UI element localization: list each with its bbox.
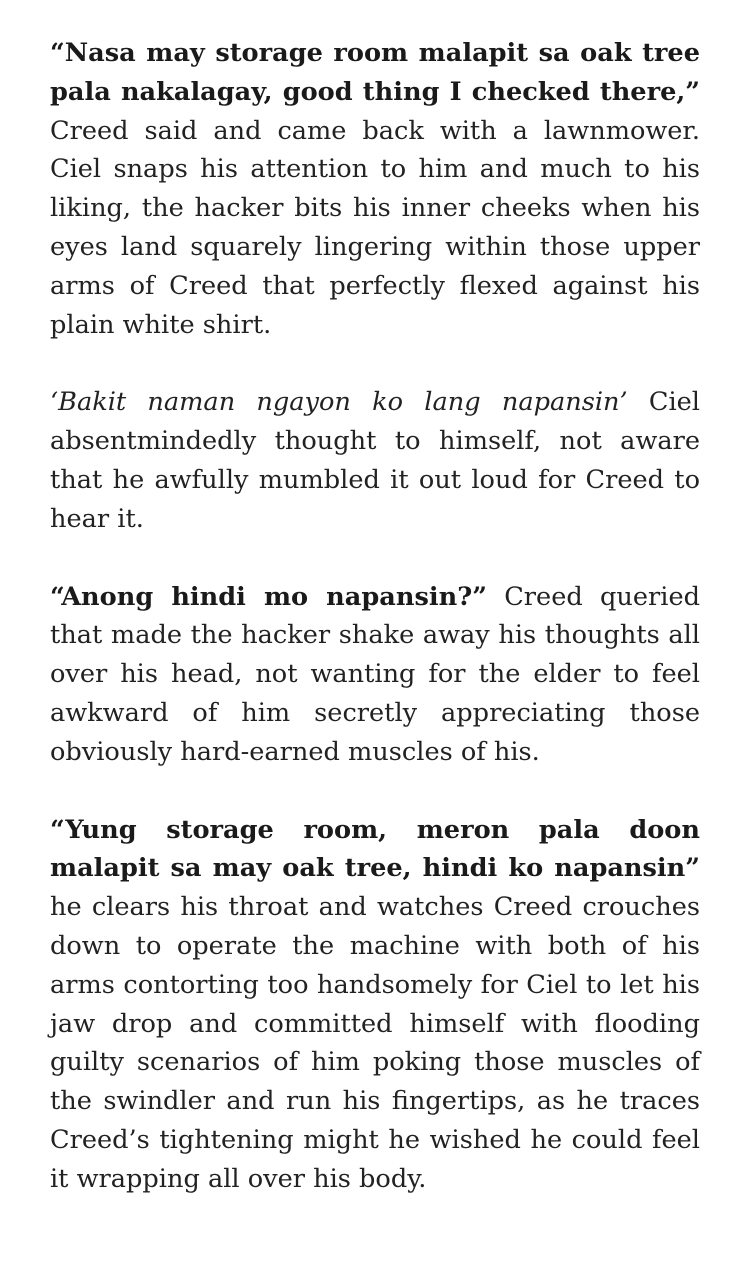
dialogue-bold: “Anong hindi mo napansin?” xyxy=(50,581,487,612)
paragraph-4 xyxy=(50,811,700,1199)
dialogue-bold: “Nasa may storage room malapit sa oak tree pala nakalagay, good thing I checked there,” xyxy=(50,38,700,107)
narration: Ciel absentmindedly thought to himself, not aware that he awfully mumbled it out loud for Creed to hear it. xyxy=(50,387,700,534)
narration: Creed queried that made the hacker shake away his thoughts all over his head, not wanting for the elder to feel awkward of him secretly appreciating those obviously hard-earned muscles of his. xyxy=(50,581,700,767)
dialogue-bold: “Yung storage room, meron pala doon malapit sa may oak tree, hindi ko napansin” xyxy=(50,814,700,884)
thought-italic: ‘Bakit naman ngayon ko lang napansin’ xyxy=(50,387,628,418)
narration: Creed said and came back with a lawnmower. Ciel snaps his attention to him and much to his liking, the hacker bits his inner cheeks when his eyes land squarely lingering within those upper arms of Creed that perfectly flexed against his plain white shirt. xyxy=(50,115,700,340)
paragraph-1 xyxy=(50,34,700,344)
paragraph-3 xyxy=(50,578,700,772)
narration: he clears his throat and watches Creed crouches down to operate the machine with both of his arms contorting too handsomely for Ciel to let his jaw drop and committed himself with flooding guilty scenarios of him poking those muscles of the swindler and run his fingertips, as he traces Creed’s tightening might he wished he could feel it wrapping all over his body. xyxy=(50,892,700,1194)
paragraph-2 xyxy=(50,383,700,538)
story-text xyxy=(50,34,700,1199)
